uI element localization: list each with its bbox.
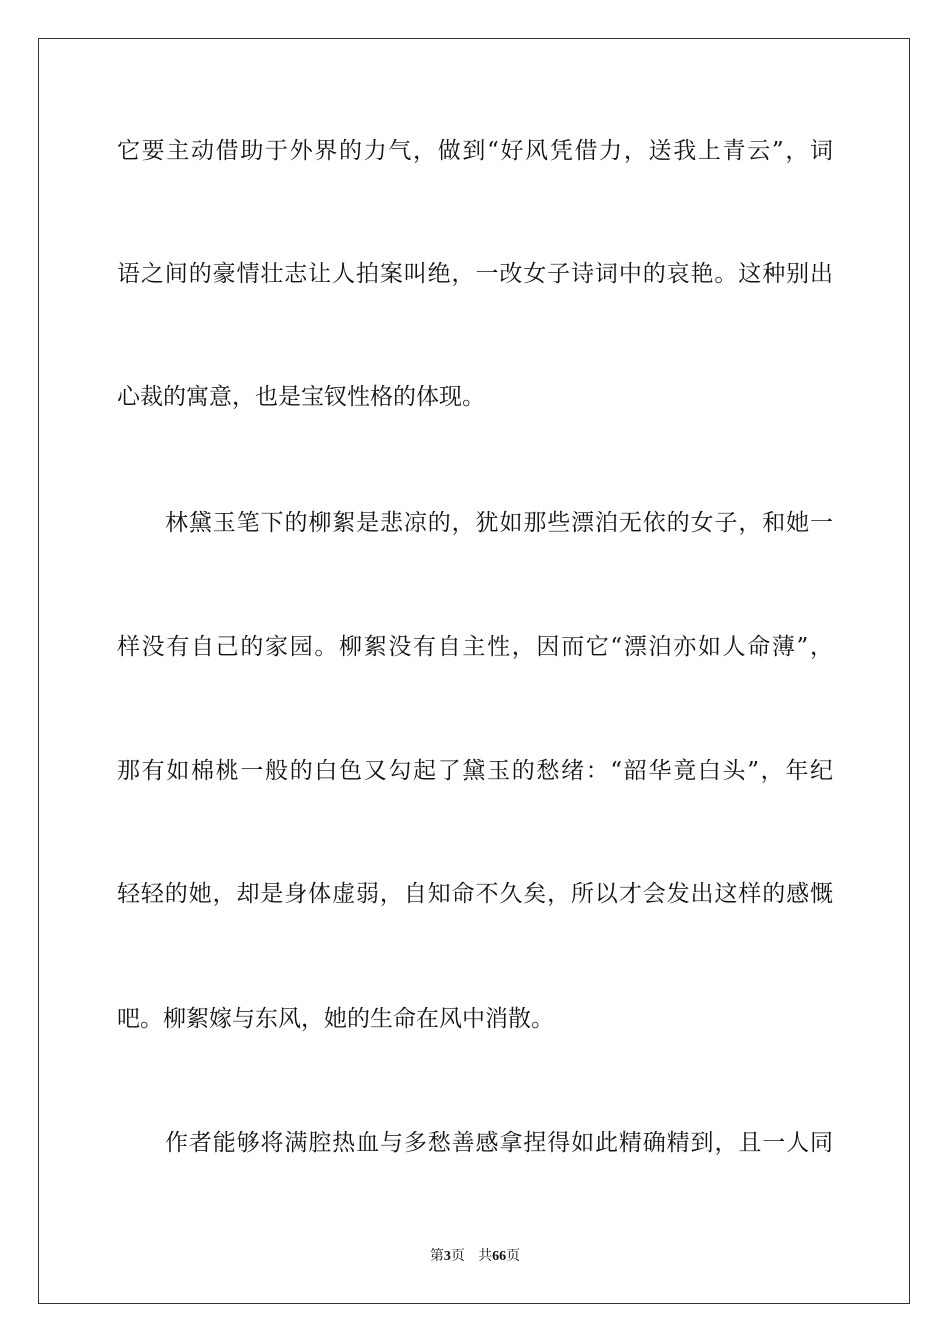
total-suffix: 页 [506, 1248, 521, 1264]
body-line-1: 它要主动借助于外界的力气，做到“好风凭借力，送我上青云”，词 [117, 138, 833, 164]
body-line-8: 吧。柳絮嫁与东风，她的生命在风中消散。 [117, 1006, 554, 1032]
body-line-7: 轻轻的她，却是身体虚弱，自知命不久矣，所以才会发出这样的感慨 [117, 881, 833, 907]
body-line-6: 那有如棉桃一般的白色又勾起了黛玉的愁绪：“韶华竟白头”，年纪 [117, 758, 833, 784]
body-line-9: 作者能够将满腔热血与多愁善感拿捏得如此精确精到，且一人同 [165, 1130, 833, 1156]
page-prefix: 第 [429, 1248, 444, 1264]
total-prefix: 共 [478, 1248, 493, 1264]
body-line-4: 林黛玉笔下的柳絮是悲凉的，犹如那些漂泊无依的女子，和她一 [165, 510, 833, 536]
page-number: 3 [443, 1249, 451, 1264]
body-line-3: 心裁的寓意，也是宝钗性格的体现。 [117, 384, 485, 410]
body-line-5: 样没有自己的家园。柳絮没有自主性，因而它“漂泊亦如人命薄”， [117, 634, 833, 660]
body-line-2: 语之间的豪情壮志让人拍案叫绝，一改女子诗词中的哀艳。这种别出 [117, 261, 833, 287]
total-pages: 66 [492, 1249, 507, 1264]
page-border [38, 38, 910, 1304]
page-suffix: 页 [450, 1248, 465, 1264]
page-footer [0, 1247, 950, 1266]
